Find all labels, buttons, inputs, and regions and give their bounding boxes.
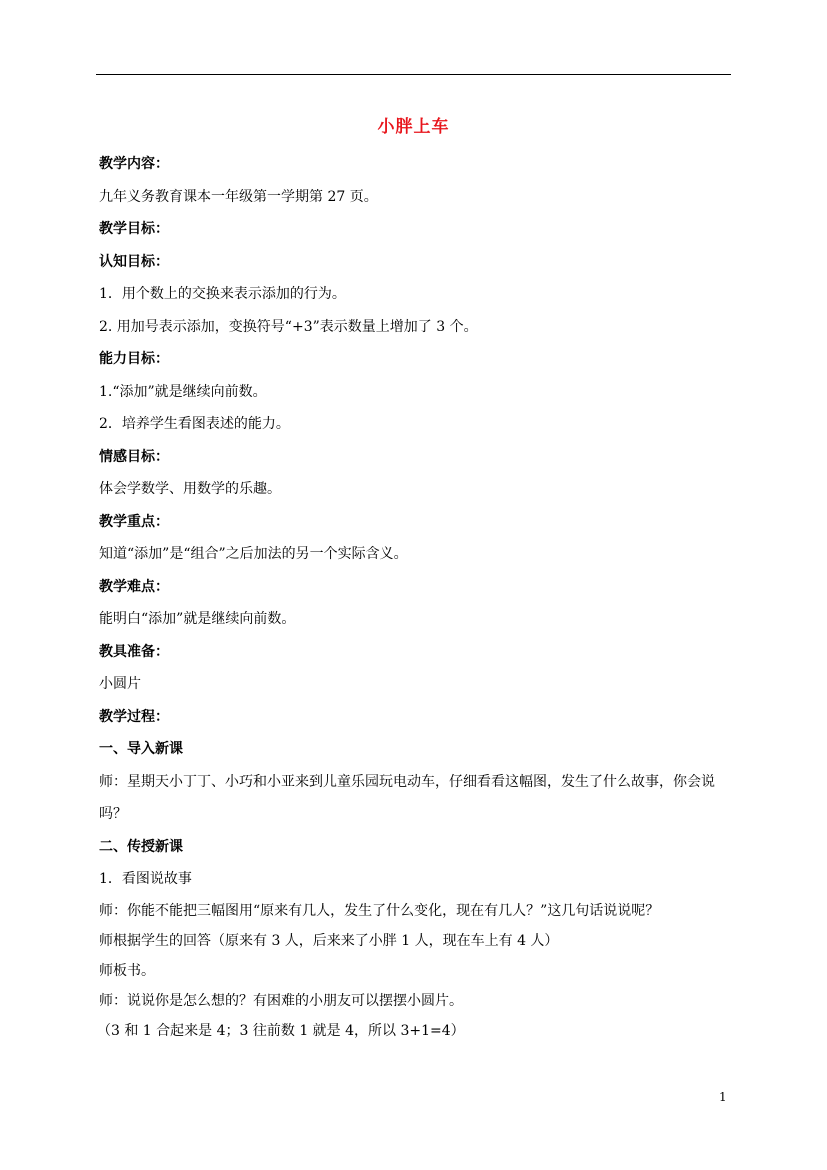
document-title: 小胖上车	[377, 117, 450, 137]
document-body	[99, 148, 734, 1046]
body-text-line: 1.“添加”就是继续向前数。	[99, 383, 267, 400]
section-heading: 教学重点：	[99, 513, 169, 530]
section-heading: 教具准备：	[99, 643, 169, 660]
header-rule	[96, 74, 731, 75]
body-text-line: 知道“添加”是“组合”之后加法的另一个实际含义。	[99, 546, 408, 562]
body-text-line: 2. 用加号表示添加，变换符号“+3”表示数量上增加了 3 个。	[99, 318, 478, 335]
body-text-line: 师：说说你是怎么想的？有困难的小朋友可以摆摆小圆片。	[99, 992, 463, 1009]
section-heading: 二、传授新课	[99, 838, 183, 855]
section-heading: 教学过程：	[99, 708, 169, 725]
body-text-line: 2．培养学生看图表述的能力。	[99, 416, 290, 432]
body-text-line: 九年义务教育课本一年级第一学期第 27 页。	[99, 188, 378, 205]
section-heading: 能力目标：	[99, 351, 169, 367]
section-heading: 教学难点：	[99, 578, 169, 595]
section-heading: 情感目标：	[99, 448, 169, 465]
page-number: 1	[719, 1090, 727, 1104]
body-text-line: 小圆片	[99, 676, 141, 692]
body-text-line: 体会学数学、用数学的乐趣。	[99, 481, 281, 497]
body-text-line: 师：星期天小丁丁、小巧和小亚来到儿童乐园玩电动车，仔细看看这幅图，发生了什么故事，你会说吗？	[99, 773, 715, 822]
section-heading: 教学目标：	[99, 221, 169, 237]
body-text-line: 能明白“添加”就是继续向前数。	[99, 611, 296, 627]
body-text-line: 师板书。	[99, 962, 155, 979]
body-text-line: 1．用个数上的交换来表示添加的行为。	[99, 286, 346, 302]
body-text-line: （3 和 1 合起来是 4；3 往前数 1 就是 4，所以 3+1=4）	[97, 1022, 465, 1039]
body-text-line: 师：你能不能把三幅图用“原来有几人，发生了什么变化，现在有几人？”这几句话说说呢？	[99, 902, 660, 919]
section-heading: 教学内容：	[99, 156, 169, 172]
body-text-line: 师根据学生的回答（原来有 3 人，后来来了小胖 1 人，现在车上有 4 人）	[99, 932, 559, 949]
body-text-line: 1．看图说故事	[99, 871, 192, 887]
section-heading: 认知目标：	[99, 253, 169, 270]
section-heading: 一、导入新课	[99, 741, 183, 757]
